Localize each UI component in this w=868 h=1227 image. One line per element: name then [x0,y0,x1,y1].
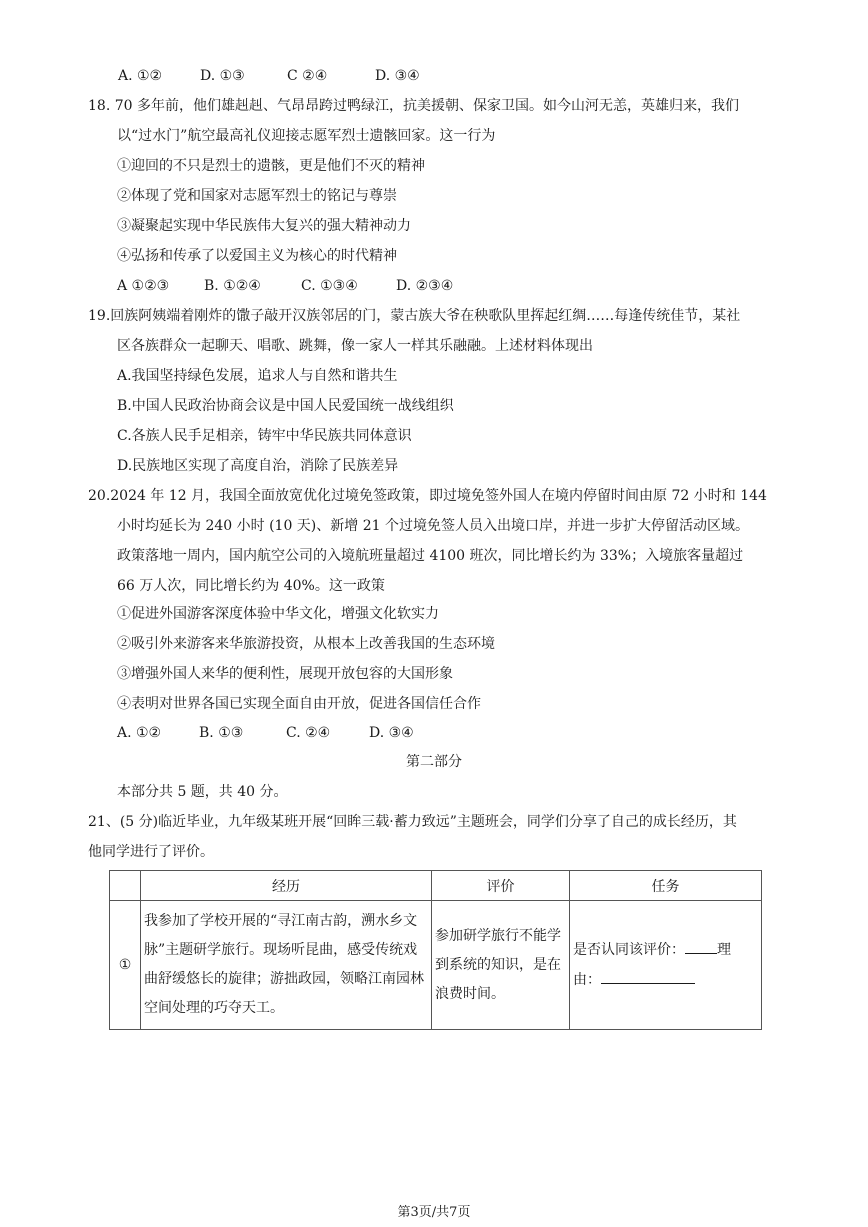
q20-stem-line2: 小时均延长为 240 小时 (10 天)、新增 21 个过境免签人员入出境口岸，并进一步扩大停留活动区域。 [117,518,749,534]
table-header-experience: 经历 [141,871,432,901]
q19-option-a: A.我国坚持绿色发展，追求人与自然和谐共生 [117,368,398,384]
q18-option-b: B. ①②④ [204,278,261,294]
q18-stem-line2: 以“过水门”航空最高礼仪迎接志愿军烈士遗骸回家。这一行为 [117,128,496,144]
experience-cell: 我参加了学校开展的“寻江南古韵，溯水乡文脉”主题研学旅行。现场听昆曲，感受传统戏曲舒缓悠长的旋律；游拙政园，领略江南园林空间处理的巧夺天工。 [141,901,432,1030]
task-cell [570,901,762,1030]
q17-option-c: C ②④ [287,68,328,84]
q20-stem-line4: 66 万人次，同比增长约为 40%。这一政策 [117,578,385,594]
q18-item-4: ④弘扬和传承了以爱国主义为核心的时代精神 [117,248,397,264]
reason-answer-blank[interactable] [601,969,695,984]
q19-option-c: C.各族人民手足相亲，铸牢中华民族共同体意识 [117,428,412,444]
q20-option-d: D. ③④ [369,725,414,741]
q19-stem-line2: 区各族群众一起聊天、唱歌、跳舞，像一家人一样其乐融融。上述材料体现出 [117,338,593,354]
evaluation-cell: 参加研学旅行不能学到系统的知识，是在浪费时间。 [432,901,570,1030]
task-reason-label: 由： [573,972,601,988]
q17-options [118,66,420,86]
q19-stem-line1: 19.回族阿姨端着刚炸的馓子敲开汉族邻居的门，蒙古族大爷在秧歌队里挥起红绸……每逢传统佳节，某社 [88,308,741,324]
q20-item-3: ③增强外国人来华的便利性，展现开放包容的大国形象 [117,666,453,682]
task-reason-prefix: 理 [717,942,731,958]
part2-heading: 第二部分 [406,754,462,770]
q21-stem-line2: 他同学进行了评价。 [88,844,214,860]
table-header-evaluation: 评价 [432,871,570,901]
q20-item-2: ②吸引外来游客来华旅游投资，从根本上改善我国的生态环境 [117,636,495,652]
q20-stem-line1: 20.2024 年 12 月，我国全面放宽优化过境免签政策，即过境免签外国人在境内停留时间由原 72 小时和 144 [88,488,767,504]
table-header-row [110,871,762,901]
q18-option-a: A ①②③ [117,278,170,294]
part2-intro: 本部分共 5 题，共 40 分。 [117,784,288,800]
q20-option-c: C. ②④ [286,725,331,741]
q17-option-d: D. ③④ [375,68,420,84]
q17-option-a: A. ①② [118,68,163,84]
table-header-index [110,871,141,901]
table-header-task: 任务 [570,871,762,901]
q20-option-b: B. ①③ [199,725,244,741]
q18-options [117,276,453,296]
q18-item-3: ③凝聚起实现中华民族伟大复兴的强大精神动力 [117,218,411,234]
q19-option-d: D.民族地区实现了高度自治，消除了民族差异 [117,458,399,474]
q18-stem-line1: 18. 70 多年前，他们雄赳赳、气昂昂跨过鸭绿江，抗美援朝、保家卫国。如今山河无恙，英雄归来，我们 [88,98,739,114]
q19-option-b: B.中国人民政治协商会议是中国人民爱国统一战线组织 [117,398,454,414]
q18-item-2: ②体现了党和国家对志愿军烈士的铭记与尊崇 [117,188,397,204]
task-question: 是否认同该评价： [573,942,685,958]
q20-item-1: ①促进外国游客深度体验中华文化，增强文化软实力 [117,606,439,622]
q20-options [117,723,414,743]
q21-stem-line1: 21、(5 分)临近毕业，九年级某班开展“回眸三载·蓄力致远”主题班会，同学们分享了自己的成长经历，其 [88,814,737,830]
q18-item-1: ①迎回的不只是烈士的遗骸，更是他们不灭的精神 [117,158,425,174]
page-number: 第3页/共7页 [397,1205,471,1220]
q20-item-4: ④表明对世界各国已实现全面自由开放，促进各国信任合作 [117,696,481,712]
q18-option-d: D. ②③④ [396,278,454,294]
q18-option-c: C. ①③④ [301,278,358,294]
agree-answer-blank[interactable] [685,939,717,954]
q20-stem-line3: 政策落地一周内，国内航空公司的入境航班量超过 4100 班次，同比增长约为 33%；入境旅客量超过 [117,548,744,564]
table-row [110,901,762,1030]
row-number: ① [110,901,141,1030]
q21-table [109,870,762,1030]
q17-option-b: D. ①③ [200,68,245,84]
q20-option-a: A. ①② [117,725,162,741]
